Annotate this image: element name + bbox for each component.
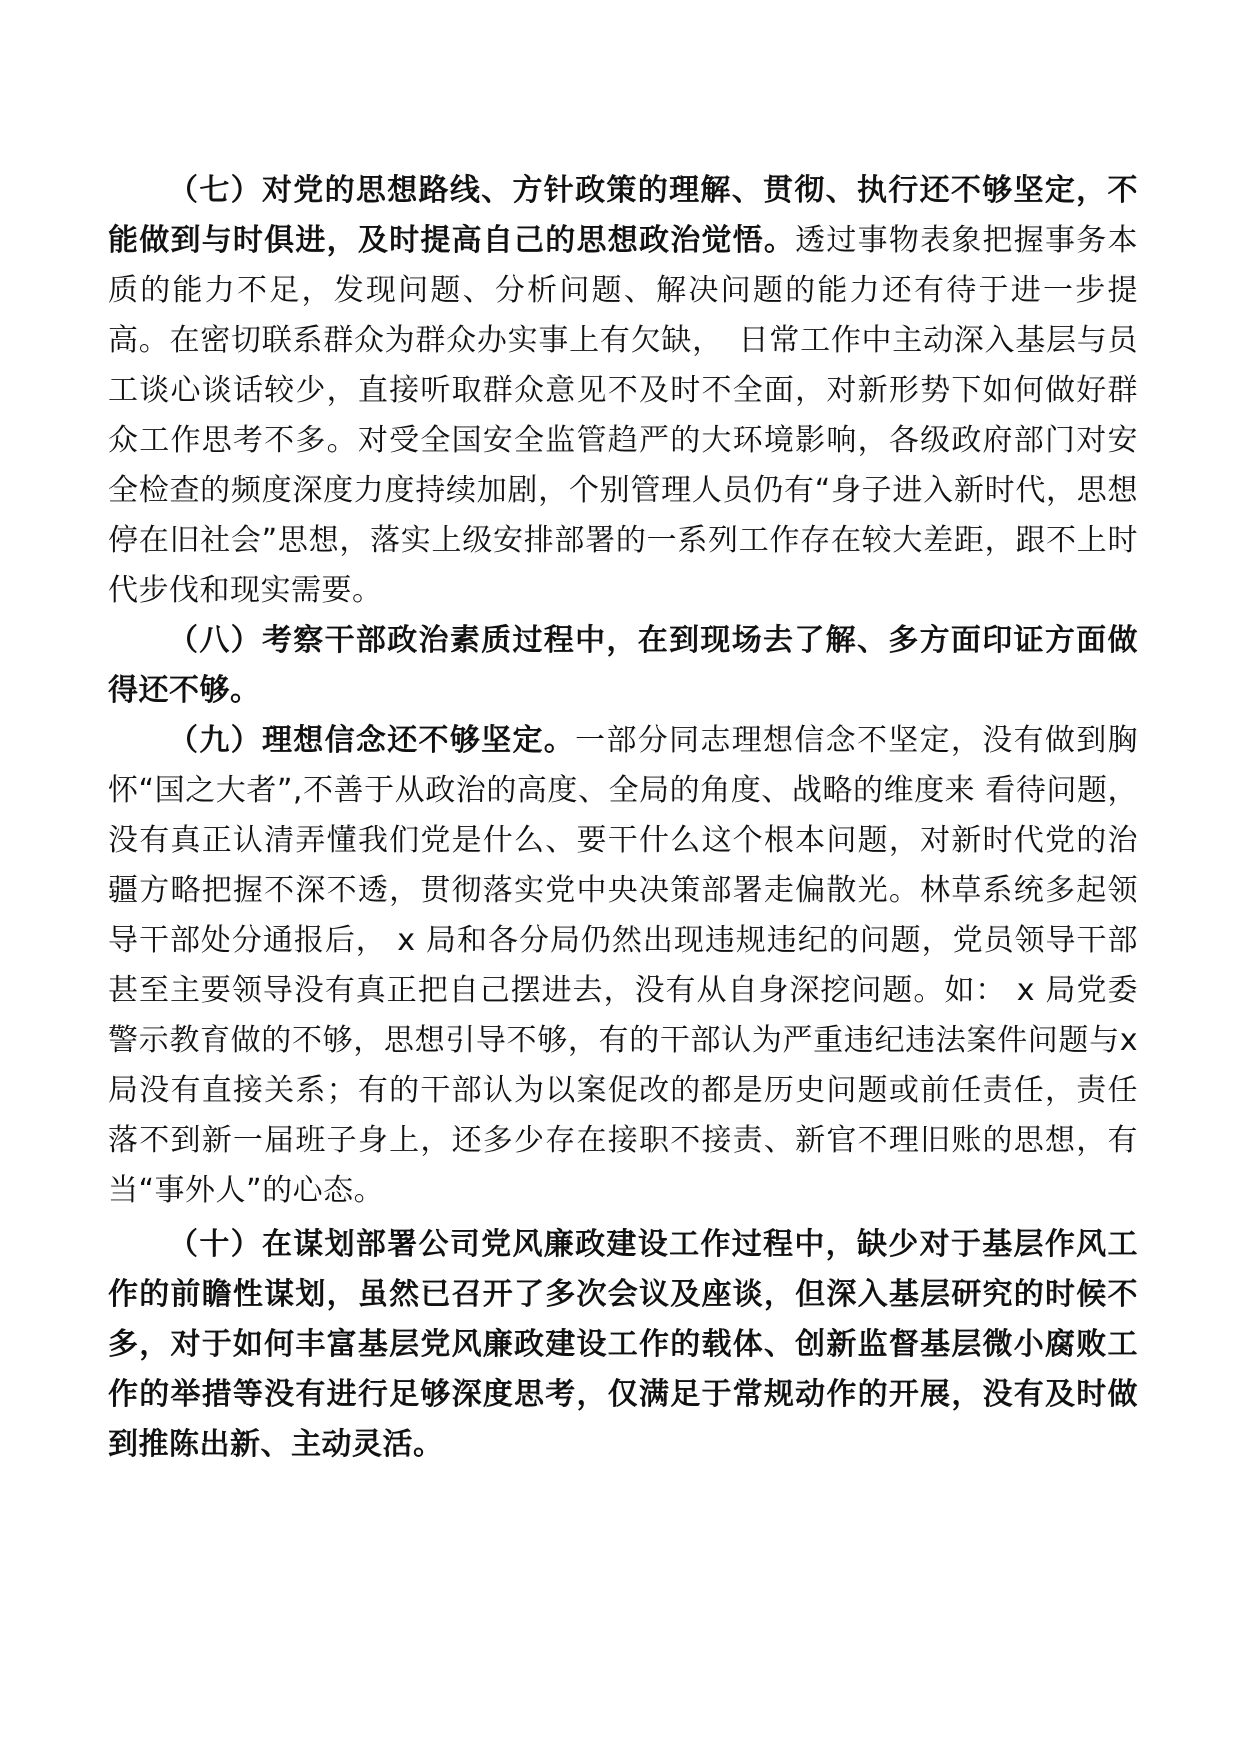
section-7-paragraph: [108, 166, 1138, 616]
section-9-paragraph: [108, 716, 1138, 1216]
document-body: [108, 166, 1138, 1470]
section-10-heading: （十）在谋划部署公司党风廉政建设工作过程中，缺少对于基层作风工作的前瞻性谋划，虽然已召开了多次会议及座谈，但深入基层研究的时候不多，对于如何丰富基层党风廉政建设工作的载体、创新监督基层微小腐败工作的举措等没有进行足够深度思考，仅满足于常规动作的开展，没有及时做到推陈出新、主动灵活。: [108, 1227, 1138, 1462]
section-7-body: 透过事物表象把握事务本质的能力不足，发现问题、分析问题、解决问题的能力还有待于进一步提高。在密切联系群众为群众办实事上有欠缺， 日常工作中主动深入基层与员工谈心谈话较少，直接听取群众意见不及时不全面，对新形势下如何做好群众工作思考不多。对受全国安全监管趋严的大环境影响，各级政府部门对安全检查的频度深度力度持续加剧，个别管理人员仍有“身子进入新时代，思想停在旧社会”思想，落实上级安排部署的一系列工作存在较大差距，跟不上时代步伐和现实需要。: [108, 223, 1138, 608]
section-9-body: 一部分同志理想信念不坚定，没有做到胸怀“国之大者”,不善于从政治的高度、全局的角度、战略的维度来 看待问题，没有真正认清弄懂我们党是什么、要干什么这个根本问题，对新时代党的治疆方略把握不深不透，贯彻落实党中央决策部署走偏散光。林草系统多起领导干部处分通报后， x 局和各分局仍然出现违规违纪的问题，党员领导干部甚至主要领导没有真正把自己摆进去，没有从自身深挖问题。如： x 局党委警示教育做的不够，思想引导不够，有的干部认为严重违纪违法案件问题与x 局没有直接关系；有的干部认为以案促改的都是历史问题或前任责任，责任落不到新一届班子身上，还多少存在接职不接责、新官不理旧账的思想，有当“事外人”的心态。: [108, 723, 1139, 1208]
section-8-paragraph: [108, 616, 1138, 716]
section-8-heading: （八）考察干部政治素质过程中，在到现场去了解、多方面印证方面做得还不够。: [108, 623, 1138, 708]
section-10-paragraph: [108, 1220, 1138, 1470]
section-7-heading: （七）对党的思想路线、方针政策的理解、贯彻、执行还不够坚定，不能做到与时俱进，及时提高自己的思想政治觉悟。: [108, 173, 1138, 258]
section-9-heading: （九）理想信念还不够坚定。: [168, 723, 576, 758]
